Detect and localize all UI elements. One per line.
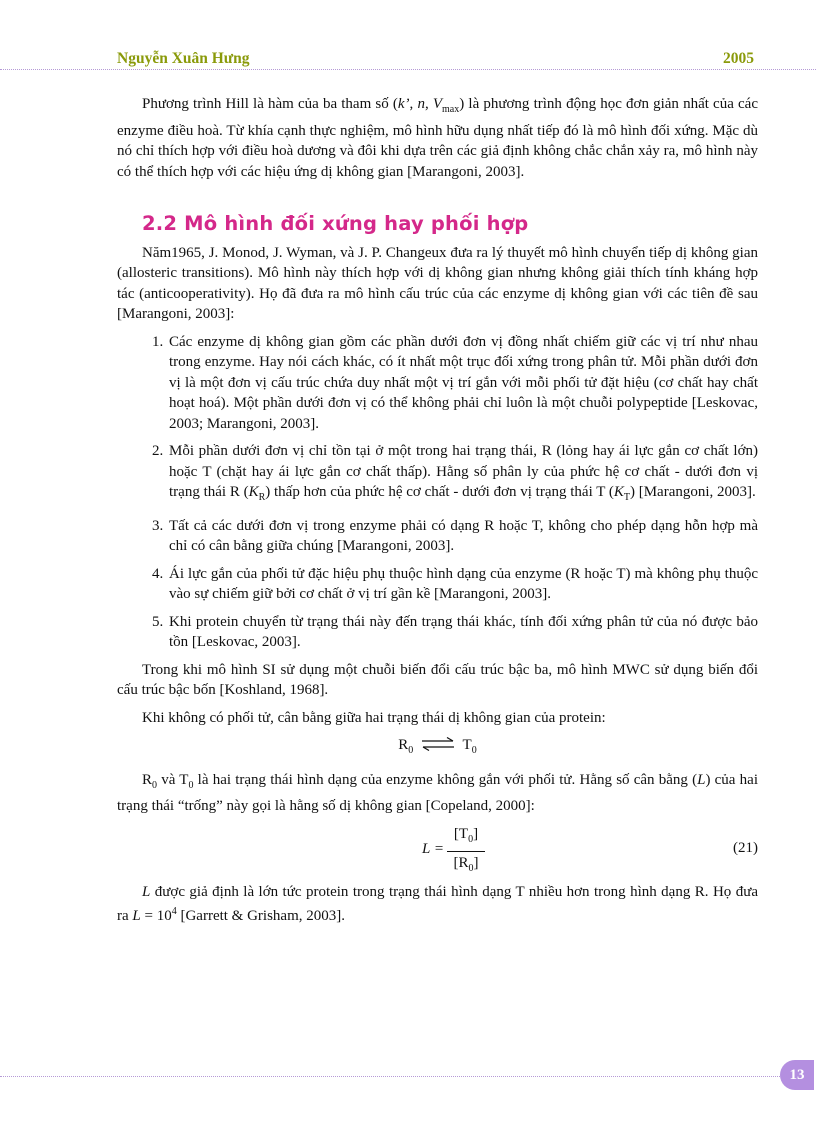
page-header: [117, 50, 754, 68]
l-symbol-1: L: [142, 883, 151, 900]
num-sub: 0: [468, 833, 474, 845]
formula-lhs: L =: [422, 840, 444, 857]
para5-text-b: = 10: [140, 908, 172, 924]
eq-left: R: [398, 737, 409, 753]
t0-symbol: và T: [157, 771, 189, 788]
postulate-list: [117, 332, 758, 653]
list-item: 5. Khi protein chuyển từ trạng thái này đến trạng thái khác, tính đối xứng phân tử của nó được bảo tồn [Leskovac, 2003].: [167, 612, 758, 653]
eq-left-sub: 0: [408, 745, 414, 756]
intro-paragraph: [117, 94, 758, 182]
para5-text-a: được giả định là lớn tức protein trong trạng thái hình dạng T nhiều hơn trong hình dạng R. Họ đưa ra: [117, 883, 758, 924]
equation-number: (21): [733, 839, 758, 856]
formula-fraction: [447, 824, 485, 880]
page-content: [117, 92, 758, 934]
page-number-badge: 13: [780, 1060, 814, 1090]
para5-text-c: [Garrett & Grisham, 2003].: [176, 908, 346, 924]
kr-sub: R: [258, 492, 266, 503]
paragraph-4: [117, 770, 758, 817]
intro-sep-1: ,: [409, 96, 418, 112]
r0-symbol: R: [142, 771, 153, 788]
param-vmax: V: [432, 96, 443, 112]
list-item: [167, 441, 758, 509]
header-rule: [0, 69, 816, 70]
num-open: [T: [453, 825, 469, 842]
param-n: n: [417, 96, 425, 112]
eq-right: T: [462, 737, 472, 753]
equilibrium-equation: [117, 735, 758, 762]
paragraph-3: Khi không có phối tử, cân bằng giữa hai trạng thái dị không gian của protein:: [142, 709, 606, 726]
formula-numerator: [447, 824, 485, 853]
eq-right-sub: 0: [471, 745, 477, 756]
footer-rule: [0, 1076, 780, 1077]
item2-text-a: Mỗi phần dưới đơn vị chỉ tồn tại ở một trong hai trạng thái, R (lỏng hay ái lực gắn cơ chất lớn) hoặc T (chặt hay ái lực gắn cơ chất thấp). Hằng số phân ly của phức hệ cơ chất - dưới đơn vị trạng thái R (: [169, 443, 758, 500]
formula-21: [117, 824, 758, 874]
kr-symbol: K: [248, 484, 259, 500]
param-k: k’: [397, 96, 410, 112]
kt-symbol: K: [613, 484, 624, 500]
section-heading: 2.2 Mô hình đối xứng hay phối hợp: [142, 212, 529, 235]
para4-text-d: ) của hai trạng thái “trống” này gọi là hằng số dị không gian [Copeland, 2000]:: [117, 771, 758, 814]
l-symbol-2: L: [132, 908, 141, 924]
item2-text-c: ) [Marangoni, 2003].: [629, 484, 756, 500]
header-author: Nguyễn Xuân Hưng: [117, 50, 250, 67]
list-item: 3. Tất cả các dưới đơn vị trong enzyme phải có dạng R hoặc T, không cho phép dạng hỗn hợp mà chỉ có cân bằng giữa chúng [Marangoni, 2003].: [167, 516, 758, 557]
formula-denominator: [447, 852, 485, 880]
param-vmax-sub: max: [442, 104, 460, 115]
den-close: ]: [473, 855, 479, 871]
num-close: ]: [473, 825, 479, 842]
paragraph-2: Trong khi mô hình SI sử dụng một chuỗi biến đổi cấu trúc bậc ba, mô hình MWC sử dụng biến đổi cấu trúc bậc bốn [Koshland, 1968].: [117, 661, 758, 698]
t0-sub: 0: [188, 779, 194, 791]
header-year: 2005: [723, 50, 754, 67]
equilibrium-arrows-icon: [421, 737, 455, 751]
item2-text-b: ) thấp hơn của phức hệ cơ chất - dưới đơn vị trạng thái T (: [265, 484, 614, 500]
den-sub: 0: [468, 863, 474, 874]
para4-text-c: là hai trạng thái hình dạng của enzyme không gắn với phối tử. Hằng số cân bằng (: [193, 771, 698, 788]
intro-sep-2: ,: [424, 96, 433, 112]
paragraph-5: [117, 882, 758, 927]
intro-text-2: ) là phương trình động học đơn giản nhất của các enzyme điều hoà. Từ khía cạnh thực nghiệm, mô hình hữu dụng nhất tiếp đó là mô hình đối xứng. Mặc dù nó chỉ thích hợp với điều hoà dương và đôi khi dựa trên các giả định không chắc chắn xảy ra, mô hình này có thể thích hợp với các hiệu ứng dị không gian [Marangoni, 2003].: [117, 96, 759, 180]
intro-text-1: Phương trình Hill là hàm của ba tham số (: [142, 96, 398, 112]
r0-sub: 0: [152, 779, 158, 791]
list-item: 1. Các enzyme dị không gian gồm các phần dưới đơn vị đồng nhất chiếm giữ các vị trí như nhau trong enzyme. Hay nói cách khác, có ít nhất một trục đối xứng trong phân tử. Mỗi phần dưới đơn vị là một đơn vị cấu trúc chứa duy nhất một vị trí gắn với mỗi phối tử đặt hiệu (cơ chất hay chất hoạt hoá). Một phần dưới đơn vị có thể không phải chỉ luôn là một chuỗi polypeptide [Leskovac, 2003; Marangoni, 2003].: [167, 332, 758, 435]
list-item: 4. Ái lực gắn của phối tử đặc hiệu phụ thuộc hình dạng của enzyme (R hoặc T) mà không phụ thuộc vào sự chiếm giữ bởi cơ chất ở vị trí gần kề [Marangoni, 2003].: [167, 564, 758, 605]
den-open: [R: [453, 855, 469, 871]
paragraph-1: Năm1965, J. Monod, J. Wyman, và J. P. Changeux đưa ra lý thuyết mô hình chuyển tiếp dị không gian (allosteric transitions). Mô hình này thích hợp với dị không gian nhưng không giải thích tính kháng hợp tác (anticooperativity). Họ đã đưa ra mô hình cấu trúc của các enzyme dị không gian với các tiên đề sau [Marangoni, 2003]:: [117, 244, 758, 322]
kt-sub: T: [623, 492, 630, 503]
exponent: 4: [171, 906, 177, 917]
l-symbol: L: [697, 771, 706, 788]
